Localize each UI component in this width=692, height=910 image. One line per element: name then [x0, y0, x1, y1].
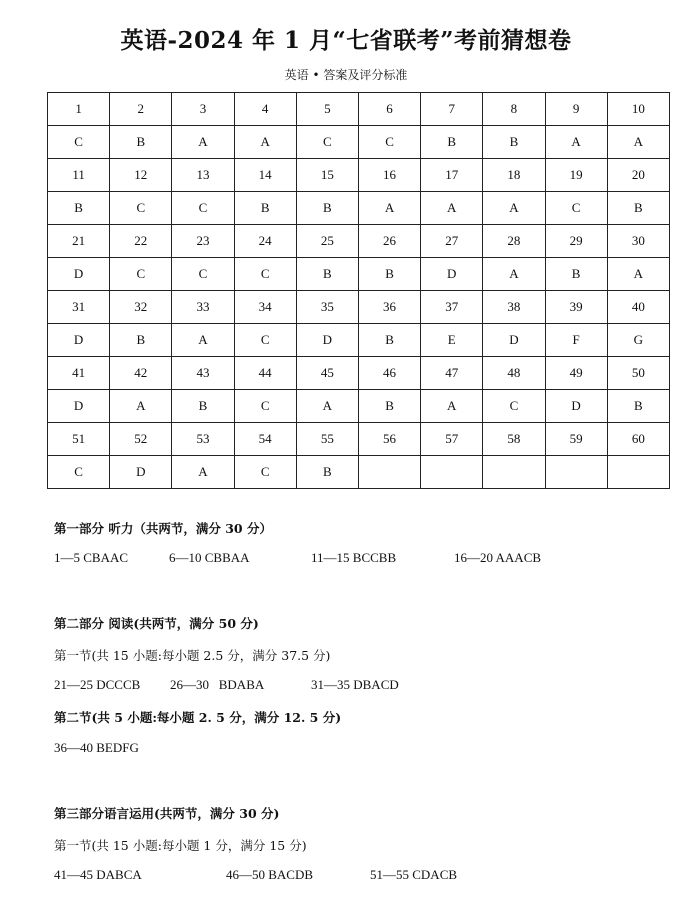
answer-cell: C [545, 192, 607, 225]
question-number-cell: 11 [48, 159, 110, 192]
question-number-cell: 24 [234, 225, 296, 258]
answer-cell: C [110, 192, 172, 225]
answer-cell: A [483, 192, 545, 225]
question-number-cell: 6 [358, 93, 420, 126]
question-number-cell: 47 [421, 357, 483, 390]
answer-cell: C [358, 126, 420, 159]
question-number-row [48, 225, 670, 258]
document-title: 英语-2024 年 1 月“七省联考”考前猜想卷 [120, 27, 572, 54]
answer-cell: F [545, 324, 607, 357]
answer-cell: A [421, 390, 483, 423]
answer-cell: B [358, 324, 420, 357]
question-number-cell: 23 [172, 225, 234, 258]
answer-cell [483, 456, 545, 489]
question-number-cell: 49 [545, 357, 607, 390]
question-number-cell: 2 [110, 93, 172, 126]
question-number-cell: 9 [545, 93, 607, 126]
question-number-row [48, 357, 670, 390]
question-number-cell: 3 [172, 93, 234, 126]
answer-cell: C [234, 324, 296, 357]
answer-cell: A [545, 126, 607, 159]
question-number-cell: 20 [607, 159, 669, 192]
answer-cell: A [607, 258, 669, 291]
answer-cell: E [421, 324, 483, 357]
question-number-cell: 56 [358, 423, 420, 456]
answer-cell: C [234, 456, 296, 489]
part2-section1-note: 第一节(共 15 小题:每小题 2.5 分，满分 37.5 分) [54, 648, 331, 663]
answer-cell: A [110, 390, 172, 423]
part2-answer-group: 31—35 DBACD [311, 677, 399, 692]
answer-row [48, 192, 670, 225]
answer-cell: C [172, 258, 234, 291]
answer-cell: B [358, 258, 420, 291]
part3-answer-group: 51—55 CDACB [370, 867, 458, 882]
answer-cell: D [296, 324, 358, 357]
answer-cell: B [172, 390, 234, 423]
question-number-row [48, 93, 670, 126]
answer-cell: B [545, 258, 607, 291]
question-number-cell: 50 [607, 357, 669, 390]
answer-cell [358, 456, 420, 489]
question-number-cell: 59 [545, 423, 607, 456]
answer-cell [607, 456, 669, 489]
answer-row [48, 126, 670, 159]
question-number-cell: 8 [483, 93, 545, 126]
question-number-cell: 33 [172, 291, 234, 324]
question-number-cell: 34 [234, 291, 296, 324]
answer-cell: B [358, 390, 420, 423]
answer-cell: B [48, 192, 110, 225]
question-number-cell: 41 [48, 357, 110, 390]
answer-cell: B [234, 192, 296, 225]
answer-cell: A [296, 390, 358, 423]
question-number-cell: 44 [234, 357, 296, 390]
question-number-cell: 39 [545, 291, 607, 324]
answer-cell: C [48, 456, 110, 489]
part2-answer-group: 21—25 DCCCB [54, 677, 141, 692]
answer-cell: B [296, 258, 358, 291]
question-number-cell: 14 [234, 159, 296, 192]
question-number-cell: 13 [172, 159, 234, 192]
answer-cell: D [483, 324, 545, 357]
answer-cell: A [234, 126, 296, 159]
answer-cell: A [483, 258, 545, 291]
answer-cell: A [607, 126, 669, 159]
question-number-cell: 5 [296, 93, 358, 126]
question-number-cell: 60 [607, 423, 669, 456]
question-number-cell: 51 [48, 423, 110, 456]
question-number-cell: 36 [358, 291, 420, 324]
question-number-cell: 26 [358, 225, 420, 258]
answer-row [48, 258, 670, 291]
answer-row [48, 456, 670, 489]
answer-cell: C [234, 258, 296, 291]
part1-heading: 第一部分 听力（共两节，满分 30 分） [54, 521, 272, 536]
question-number-cell: 15 [296, 159, 358, 192]
question-number-cell: 17 [421, 159, 483, 192]
question-number-cell: 37 [421, 291, 483, 324]
document-subtitle: 英语 • 答案及评分标准 [284, 68, 408, 82]
question-number-cell: 19 [545, 159, 607, 192]
question-number-cell: 28 [483, 225, 545, 258]
part1-answer-group: 6—10 CBBAA [169, 550, 250, 565]
question-number-cell: 31 [48, 291, 110, 324]
answer-cell: C [296, 126, 358, 159]
question-number-cell: 29 [545, 225, 607, 258]
answer-cell: A [172, 126, 234, 159]
answer-cell: G [607, 324, 669, 357]
question-number-cell: 30 [607, 225, 669, 258]
question-number-cell: 42 [110, 357, 172, 390]
question-number-cell: 40 [607, 291, 669, 324]
answer-cell: A [172, 456, 234, 489]
answer-cell: D [110, 456, 172, 489]
question-number-cell: 18 [483, 159, 545, 192]
answer-cell: B [607, 192, 669, 225]
answer-cell: D [48, 258, 110, 291]
answer-cell: B [110, 324, 172, 357]
answer-cell: A [172, 324, 234, 357]
question-number-cell: 21 [48, 225, 110, 258]
question-number-row [48, 423, 670, 456]
part1-answer-group: 16—20 AAACB [454, 550, 542, 565]
answer-cell: B [110, 126, 172, 159]
question-number-cell: 43 [172, 357, 234, 390]
part1-answer-group: 1—5 CBAAC [54, 550, 129, 565]
answer-cell: C [483, 390, 545, 423]
question-number-cell: 48 [483, 357, 545, 390]
question-number-cell: 7 [421, 93, 483, 126]
question-number-cell: 57 [421, 423, 483, 456]
question-number-cell: 35 [296, 291, 358, 324]
part1-answer-group: 11—15 BCCBB [311, 550, 397, 565]
question-number-cell: 52 [110, 423, 172, 456]
question-number-cell: 25 [296, 225, 358, 258]
answer-cell: D [48, 324, 110, 357]
question-number-cell: 32 [110, 291, 172, 324]
answer-cell: D [421, 258, 483, 291]
answer-cell: B [421, 126, 483, 159]
part3-answer-group: 41—45 DABCA [54, 867, 142, 882]
question-number-cell: 12 [110, 159, 172, 192]
question-number-cell: 1 [48, 93, 110, 126]
answer-cell: D [48, 390, 110, 423]
part3-answer-group: 46—50 BACDB [226, 867, 314, 882]
part2-section2-heading: 第二节(共 5 小题:每小题 2. 5 分，满分 12. 5 分) [54, 710, 342, 725]
question-number-cell: 16 [358, 159, 420, 192]
question-number-cell: 27 [421, 225, 483, 258]
question-number-cell: 46 [358, 357, 420, 390]
answer-cell: C [110, 258, 172, 291]
part2-heading: 第二部分 阅读(共两节，满分 50 分) [54, 616, 259, 631]
answer-cell: B [483, 126, 545, 159]
part3-section1-note: 第一节(共 15 小题:每小题 1 分，满分 15 分) [54, 838, 307, 853]
answer-cell: B [607, 390, 669, 423]
answer-cell: B [296, 456, 358, 489]
question-number-row [48, 291, 670, 324]
question-number-cell: 54 [234, 423, 296, 456]
answer-cell: C [234, 390, 296, 423]
question-number-cell: 38 [483, 291, 545, 324]
answer-cell: C [48, 126, 110, 159]
question-number-cell: 53 [172, 423, 234, 456]
question-number-cell: 45 [296, 357, 358, 390]
answer-cell [545, 456, 607, 489]
answer-cell: C [172, 192, 234, 225]
answer-cell: D [545, 390, 607, 423]
question-number-cell: 10 [607, 93, 669, 126]
part2-answer-group: 26—30 BDABA [170, 677, 265, 692]
question-number-cell: 4 [234, 93, 296, 126]
question-number-row [48, 159, 670, 192]
question-number-cell: 55 [296, 423, 358, 456]
question-number-cell: 22 [110, 225, 172, 258]
answer-row [48, 390, 670, 423]
question-number-cell: 58 [483, 423, 545, 456]
answer-table [47, 92, 670, 489]
answer-cell [421, 456, 483, 489]
answer-cell: B [296, 192, 358, 225]
answer-cell: A [358, 192, 420, 225]
answer-row [48, 324, 670, 357]
part2-section2-answers: 36—40 BEDFG [54, 740, 139, 755]
part3-heading: 第三部分语言运用(共两节，满分 30 分) [54, 806, 280, 821]
answer-cell: A [421, 192, 483, 225]
